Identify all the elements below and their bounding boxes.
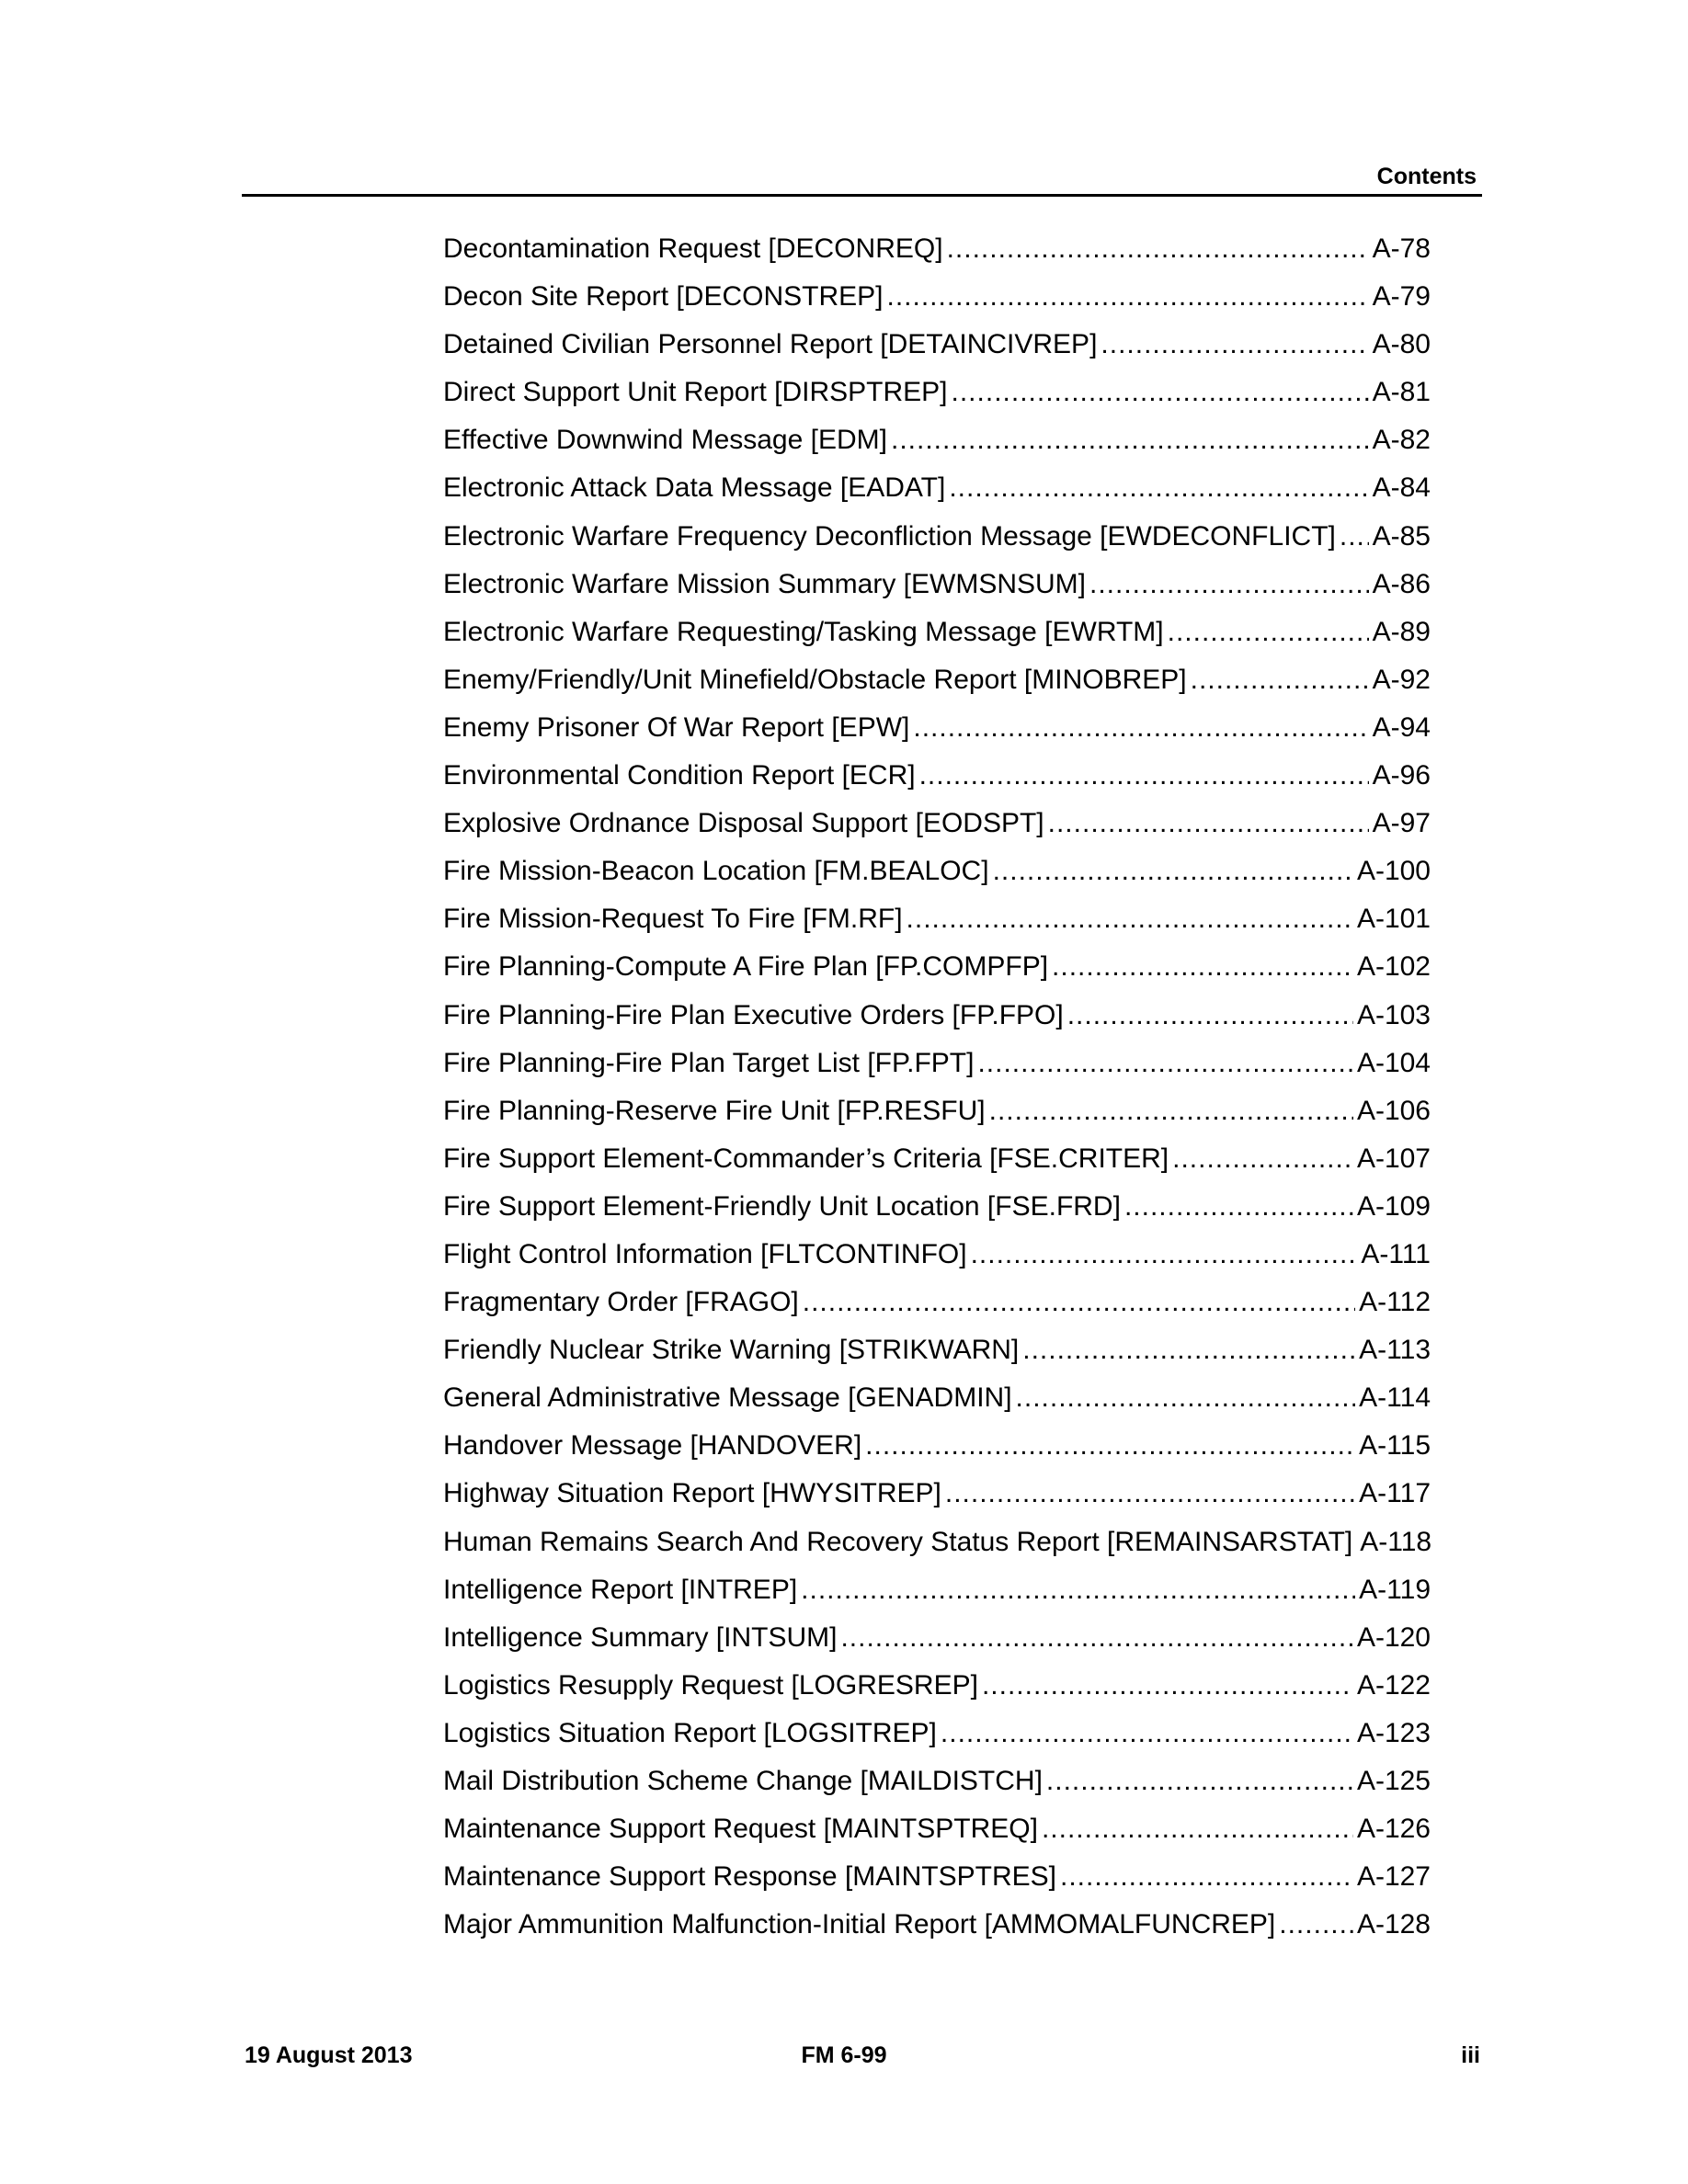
table-of-contents <box>443 225 1431 1949</box>
toc-entry-title[interactable]: Explosive Ordnance Disposal Support [EODSPT] <box>443 808 1044 839</box>
toc-entry-page[interactable]: A-97 <box>1372 808 1431 839</box>
toc-entry[interactable] <box>443 1279 1431 1326</box>
toc-entry-title[interactable]: Mail Distribution Scheme Change [MAILDISTCH] <box>443 1766 1043 1796</box>
toc-dot-leader <box>1048 800 1369 847</box>
toc-entry[interactable] <box>443 895 1431 943</box>
toc-entry[interactable] <box>443 609 1431 656</box>
toc-dot-leader <box>1124 1183 1353 1231</box>
toc-entry[interactable] <box>443 1183 1431 1231</box>
toc-dot-leader <box>907 895 1353 943</box>
toc-entry-page[interactable]: A-112 <box>1359 1287 1431 1318</box>
toc-dot-leader <box>891 416 1369 464</box>
toc-entry-title[interactable]: General Administrative Message [GENADMIN] <box>443 1382 1012 1414</box>
toc-entry-page[interactable]: A-103 <box>1356 999 1431 1030</box>
toc-entry-page[interactable]: A-92 <box>1372 664 1431 695</box>
toc-entry[interactable] <box>443 513 1431 561</box>
toc-entry-page[interactable]: A-127 <box>1356 1861 1431 1893</box>
toc-entry-page[interactable]: A-107 <box>1356 1143 1431 1174</box>
toc-dot-leader <box>1016 1374 1356 1422</box>
toc-entry-page[interactable]: A-118 <box>1360 1526 1432 1557</box>
running-header-title: Contents <box>1376 164 1477 189</box>
toc-entry[interactable] <box>443 464 1431 512</box>
toc-entry[interactable] <box>443 1710 1431 1757</box>
toc-entry-page[interactable]: A-86 <box>1372 568 1431 599</box>
toc-entry-title[interactable]: Electronic Warfare Requesting/Tasking Message [EWRTM] <box>443 616 1164 647</box>
footer-page-number: iii <box>1461 2042 1480 2068</box>
toc-dot-leader <box>945 1470 1355 1518</box>
footer-date: 19 August 2013 <box>245 2042 413 2068</box>
toc-entry-title[interactable]: Intelligence Summary [INTSUM] <box>443 1621 838 1653</box>
toc-entry-title[interactable]: Fire Support Element-Friendly Unit Location [FSE.FRD] <box>443 1190 1121 1222</box>
toc-entry-page[interactable]: A-122 <box>1356 1669 1431 1701</box>
toc-entry-page[interactable]: A-120 <box>1356 1621 1431 1653</box>
toc-entry[interactable] <box>443 1853 1431 1901</box>
toc-entry-title[interactable]: Fragmentary Order [FRAGO] <box>443 1287 799 1318</box>
toc-entry[interactable] <box>443 1566 1431 1614</box>
toc-dot-leader <box>1340 513 1369 561</box>
toc-entry-title[interactable]: Human Remains Search And Recovery Status Report [REMAINSARSTAT] <box>443 1526 1353 1557</box>
footer-doc-id: FM 6-99 <box>801 2042 887 2068</box>
toc-dot-leader <box>949 464 1368 512</box>
toc-entry-title[interactable]: Decon Site Report [DECONSTREP] <box>443 281 884 313</box>
toc-entry-title[interactable]: Logistics Situation Report [LOGSITREP] <box>443 1717 937 1748</box>
toc-entry-title[interactable]: Fire Planning-Compute A Fire Plan [FP.COMPFP] <box>443 951 1049 983</box>
toc-dot-leader <box>947 225 1369 273</box>
toc-entry[interactable] <box>443 225 1431 273</box>
toc-dot-leader <box>1172 1135 1353 1183</box>
toc-entry[interactable] <box>443 847 1431 895</box>
toc-entry-title[interactable]: Fire Planning-Reserve Fire Unit [FP.RESFU] <box>443 1095 986 1126</box>
toc-dot-leader <box>1052 943 1353 991</box>
toc-entry-page[interactable]: A-84 <box>1372 472 1431 504</box>
toc-entry-title[interactable]: Decontamination Request [DECONREQ] <box>443 233 943 264</box>
header-rule <box>242 194 1482 197</box>
toc-entry[interactable] <box>443 1757 1431 1805</box>
toc-entry[interactable] <box>443 1614 1431 1662</box>
toc-entry-title[interactable]: Electronic Attack Data Message [EADAT] <box>443 472 946 504</box>
toc-entry-page[interactable]: A-102 <box>1356 951 1431 983</box>
toc-entry[interactable] <box>443 1519 1431 1566</box>
toc-entry-title[interactable]: Fire Support Element-Commander’s Criteria [FSE.CRITER] <box>443 1143 1169 1174</box>
toc-dot-leader <box>913 704 1368 752</box>
toc-entry-title[interactable]: Enemy/Friendly/Unit Minefield/Obstacle Report [MINOBREP] <box>443 664 1187 695</box>
toc-entry[interactable] <box>443 1805 1431 1853</box>
toc-entry-page[interactable]: A-85 <box>1372 520 1431 552</box>
toc-entry[interactable] <box>443 800 1431 847</box>
toc-entry[interactable] <box>443 1422 1431 1470</box>
toc-entry[interactable] <box>443 1135 1431 1183</box>
toc-entry-title[interactable]: Direct Support Unit Report [DIRSPTREP] <box>443 377 948 408</box>
toc-dot-leader <box>1067 992 1353 1040</box>
toc-entry-title[interactable]: Electronic Warfare Frequency Deconfliction Message [EWDECONFLICT] <box>443 520 1336 552</box>
toc-entry-page[interactable]: A-100 <box>1356 856 1431 887</box>
toc-entry-page[interactable]: A-101 <box>1356 904 1431 935</box>
toc-entry-title[interactable]: Intelligence Report [INTREP] <box>443 1574 798 1605</box>
toc-dot-leader <box>1060 1853 1353 1901</box>
toc-dot-leader <box>977 1040 1352 1087</box>
toc-entry[interactable] <box>443 321 1431 369</box>
toc-entry[interactable] <box>443 1374 1431 1422</box>
toc-entry[interactable] <box>443 1662 1431 1710</box>
toc-entry-page[interactable]: A-89 <box>1372 616 1431 647</box>
toc-entry-title[interactable]: Fire Mission-Request To Fire [FM.RF] <box>443 904 903 935</box>
toc-entry-page[interactable]: A-126 <box>1356 1814 1431 1845</box>
toc-entry-page[interactable]: A-115 <box>1359 1430 1431 1462</box>
toc-entry-title[interactable]: Highway Situation Report [HWYSITREP] <box>443 1478 941 1509</box>
toc-entry[interactable] <box>443 1231 1431 1279</box>
toc-entry-title[interactable]: Handover Message [HANDOVER] <box>443 1430 862 1462</box>
toc-dot-leader <box>982 1662 1353 1710</box>
toc-entry-title[interactable]: Fire Planning-Fire Plan Target List [FP.FPT] <box>443 1047 975 1078</box>
toc-entry[interactable] <box>443 656 1431 704</box>
toc-dot-leader <box>1279 1901 1353 1949</box>
toc-entry[interactable] <box>443 704 1431 752</box>
toc-entry-page[interactable]: A-123 <box>1356 1717 1431 1748</box>
toc-entry[interactable] <box>443 369 1431 416</box>
toc-dot-leader <box>1022 1326 1355 1374</box>
toc-entry-page[interactable]: A-109 <box>1356 1190 1431 1222</box>
toc-entry-title[interactable]: Friendly Nuclear Strike Warning [STRIKWARN] <box>443 1335 1020 1366</box>
toc-entry-title[interactable]: Detained Civilian Personnel Report [DETAINCIVREP] <box>443 329 1098 360</box>
toc-entry[interactable] <box>443 1326 1431 1374</box>
toc-dot-leader <box>1191 656 1369 704</box>
toc-entry-title[interactable]: Fire Mission-Beacon Location [FM.BEALOC] <box>443 856 989 887</box>
toc-entry-page[interactable]: A-96 <box>1372 760 1431 791</box>
toc-dot-leader <box>989 1087 1353 1135</box>
toc-dot-leader <box>803 1279 1355 1326</box>
toc-entry-title[interactable]: Logistics Resupply Request [LOGRESREP] <box>443 1669 978 1701</box>
toc-entry-title[interactable]: Maintenance Support Request [MAINTSPTREQ] <box>443 1814 1038 1845</box>
toc-dot-leader <box>1089 561 1369 609</box>
toc-dot-leader <box>1168 609 1369 656</box>
toc-dot-leader <box>840 1614 1352 1662</box>
toc-entry-page[interactable]: A-79 <box>1372 281 1431 313</box>
toc-entry-page[interactable]: A-104 <box>1356 1047 1431 1078</box>
toc-dot-leader <box>801 1566 1355 1614</box>
toc-dot-leader <box>1042 1805 1353 1853</box>
toc-entry-page[interactable]: A-94 <box>1372 711 1431 743</box>
toc-entry-page[interactable]: A-113 <box>1359 1335 1431 1366</box>
toc-dot-leader <box>919 752 1369 800</box>
toc-entry-title[interactable]: Maintenance Support Response [MAINTSPTRES] <box>443 1861 1056 1893</box>
toc-entry-page[interactable]: A-128 <box>1356 1909 1431 1940</box>
toc-entry-title[interactable]: Effective Downwind Message [EDM] <box>443 425 887 456</box>
toc-entry-page[interactable]: A-111 <box>1361 1238 1431 1269</box>
toc-entry[interactable] <box>443 1470 1431 1518</box>
toc-entry-page[interactable]: A-81 <box>1372 377 1431 408</box>
toc-entry-title[interactable]: Fire Planning-Fire Plan Executive Orders [FP.FPO] <box>443 999 1064 1030</box>
toc-dot-leader <box>971 1231 1358 1279</box>
toc-entry-title[interactable]: Flight Control Information [FLTCONTINFO] <box>443 1238 967 1269</box>
toc-entry-title[interactable]: Electronic Warfare Mission Summary [EWMSNSUM] <box>443 568 1086 599</box>
toc-dot-leader <box>993 847 1353 895</box>
toc-entry-page[interactable]: A-80 <box>1372 329 1431 360</box>
toc-entry[interactable] <box>443 561 1431 609</box>
toc-dot-leader <box>952 369 1369 416</box>
toc-entry-title[interactable]: Enemy Prisoner Of War Report [EPW] <box>443 711 910 743</box>
toc-entry-title[interactable]: Environmental Condition Report [ECR] <box>443 760 916 791</box>
toc-entry[interactable] <box>443 992 1431 1040</box>
toc-entry-page[interactable]: A-125 <box>1356 1766 1431 1796</box>
toc-dot-leader <box>1046 1757 1353 1805</box>
toc-dot-leader <box>887 273 1369 321</box>
toc-entry[interactable] <box>443 1040 1431 1087</box>
toc-entry[interactable] <box>443 416 1431 464</box>
toc-dot-leader <box>865 1422 1355 1470</box>
toc-entry-page[interactable]: A-117 <box>1359 1478 1431 1509</box>
toc-entry[interactable] <box>443 943 1431 991</box>
toc-entry-page[interactable]: A-119 <box>1359 1574 1431 1605</box>
toc-entry-page[interactable]: A-78 <box>1372 233 1431 264</box>
toc-entry[interactable] <box>443 1087 1431 1135</box>
toc-entry-title[interactable]: Major Ammunition Malfunction-Initial Report [AMMOMALFUNCREP] <box>443 1909 1276 1940</box>
toc-entry-page[interactable]: A-114 <box>1359 1382 1431 1414</box>
toc-dot-leader <box>1101 321 1368 369</box>
toc-dot-leader <box>941 1710 1353 1757</box>
toc-entry-page[interactable]: A-106 <box>1356 1095 1431 1126</box>
toc-entry[interactable] <box>443 273 1431 321</box>
toc-entry[interactable] <box>443 752 1431 800</box>
toc-entry[interactable] <box>443 1901 1431 1949</box>
toc-entry-page[interactable]: A-82 <box>1372 425 1431 456</box>
